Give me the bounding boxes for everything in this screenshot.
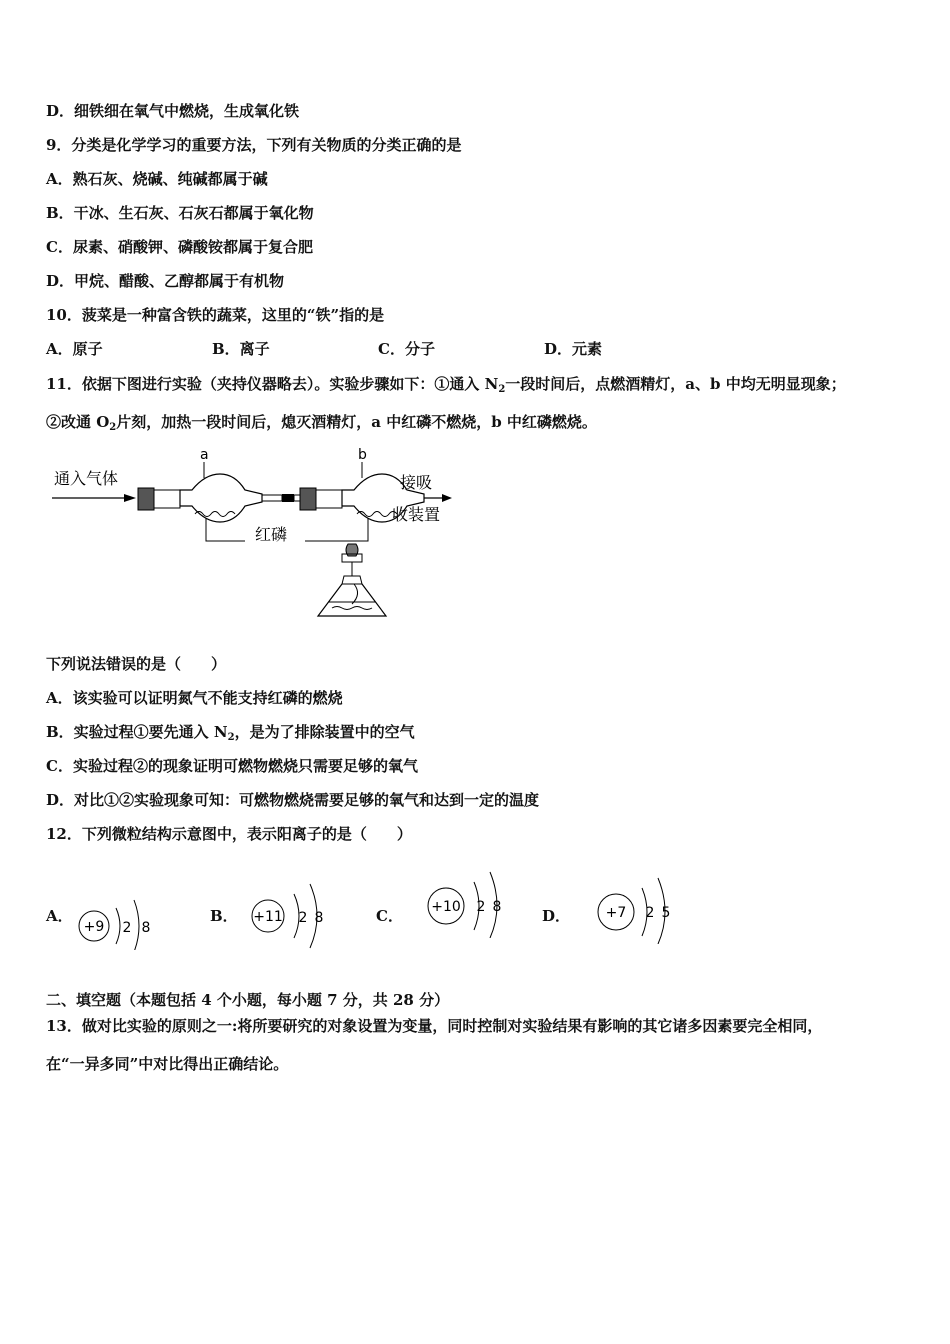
q12-atom-b-diagram [248,880,338,950]
q10-option-b: B．离子 [212,340,270,358]
q12-atom-b-shell-1: 2 [298,910,308,926]
q12-atom-c-nucleus: +10 [431,899,461,915]
q10-option-d: D．元素 [544,340,603,358]
q9-option-c: C．尿素、硝酸钾、磷酸铵都属于复合肥 [46,238,313,256]
q13-line1: 13．做对比实验的原则之一:将所要研究的对象设置为变量，同时控制对实验结果有影响的其它诸多因素要完全相同， [46,1017,823,1035]
tube-b-label: b [358,447,367,463]
q12-option-a-label: A． [46,907,73,925]
q12-atom-c-shell-2: 8 [492,899,502,915]
q12-option-c-label: C． [376,907,403,925]
outlet-label-line1: 接吸 [400,473,433,492]
q12-atom-a-nucleus: +9 [83,919,105,935]
q12-atom-b-shell-2: 8 [314,910,324,926]
q12-atom-d-shell-1: 2 [645,905,655,921]
red-phosphorus-label: 红磷 [255,525,288,544]
q12-stem: 12．下列微粒结构示意图中，表示阳离子的是（ ） [46,825,412,843]
tube-a-label: a [200,447,209,463]
q11-option-c: C．实验过程②的现象证明可燃物燃烧只需要足够的氧气 [46,757,418,775]
q10-option-a: A．原子 [46,340,103,358]
q10-stem: 10．菠菜是一种富含铁的蔬菜，这里的“铁”指的是 [46,306,385,324]
q10-option-c: C．分子 [378,340,435,358]
q12-atom-a-shell-1: 2 [122,920,132,936]
q11-prompt: 下列说法错误的是（ ） [46,655,227,673]
q11-option-d: D．对比①②实验现象可知：可燃物燃烧需要足够的氧气和达到一定的温度 [46,791,540,809]
q9-option-a: A．熟石灰、烧碱、纯碱都属于碱 [46,170,268,188]
q12-atom-b-nucleus: +11 [253,909,283,925]
outlet-label-line2: 收装置 [392,505,441,524]
q9-option-d: D．甲烷、醋酸、乙醇都属于有机物 [46,272,285,290]
q12-option-b-label: B． [210,907,238,925]
q11-stem-line2: ②改通 $O_2$片刻，加热一段时间后，熄灭酒精灯，a 中红磷不燃烧，b 中红磷燃烧。 [46,413,597,433]
q11-option-b: B．实验过程①要先通入 $N_2$，是为了排除装置中的空气 [46,723,415,743]
q12-atom-c-shell-1: 2 [476,899,486,915]
q9-option-b: B．干冰、生石灰、石灰石都属于氧化物 [46,204,314,222]
q12-option-d-label: D． [542,907,571,925]
q11-stem-line1: 11．依据下图进行实验（夹持仪器略去）。实验步骤如下：①通入 $N_2$一段时间后，点燃酒精灯，a、b 中均无明显现象； [46,375,846,395]
experiment-apparatus-figure [40,444,460,634]
q12-atom-a-shell-2: 8 [141,920,151,936]
q9-stem: 9．分类是化学学习的重要方法，下列有关物质的分类正确的是 [46,136,462,154]
q11-option-a: A．该实验可以证明氮气不能支持红磷的燃烧 [46,689,343,707]
gas-inlet-label: 通入气体 [54,469,119,488]
q12-atom-a-diagram [76,880,166,950]
section-2-title: 二、填空题（本题包括 4 个小题，每小题 7 分，共 28 分） [46,991,450,1009]
q12-atom-d-diagram [594,874,684,944]
q12-atom-d-shell-2: 5 [661,905,671,921]
q12-atom-d-nucleus: +7 [605,905,627,921]
q13-line2: 在“一异多同”中对比得出正确结论。 [46,1055,289,1073]
q8-option-d: D．细铁细在氧气中燃烧，生成氧化铁 [46,102,300,120]
q12-atom-c-diagram [422,868,512,938]
